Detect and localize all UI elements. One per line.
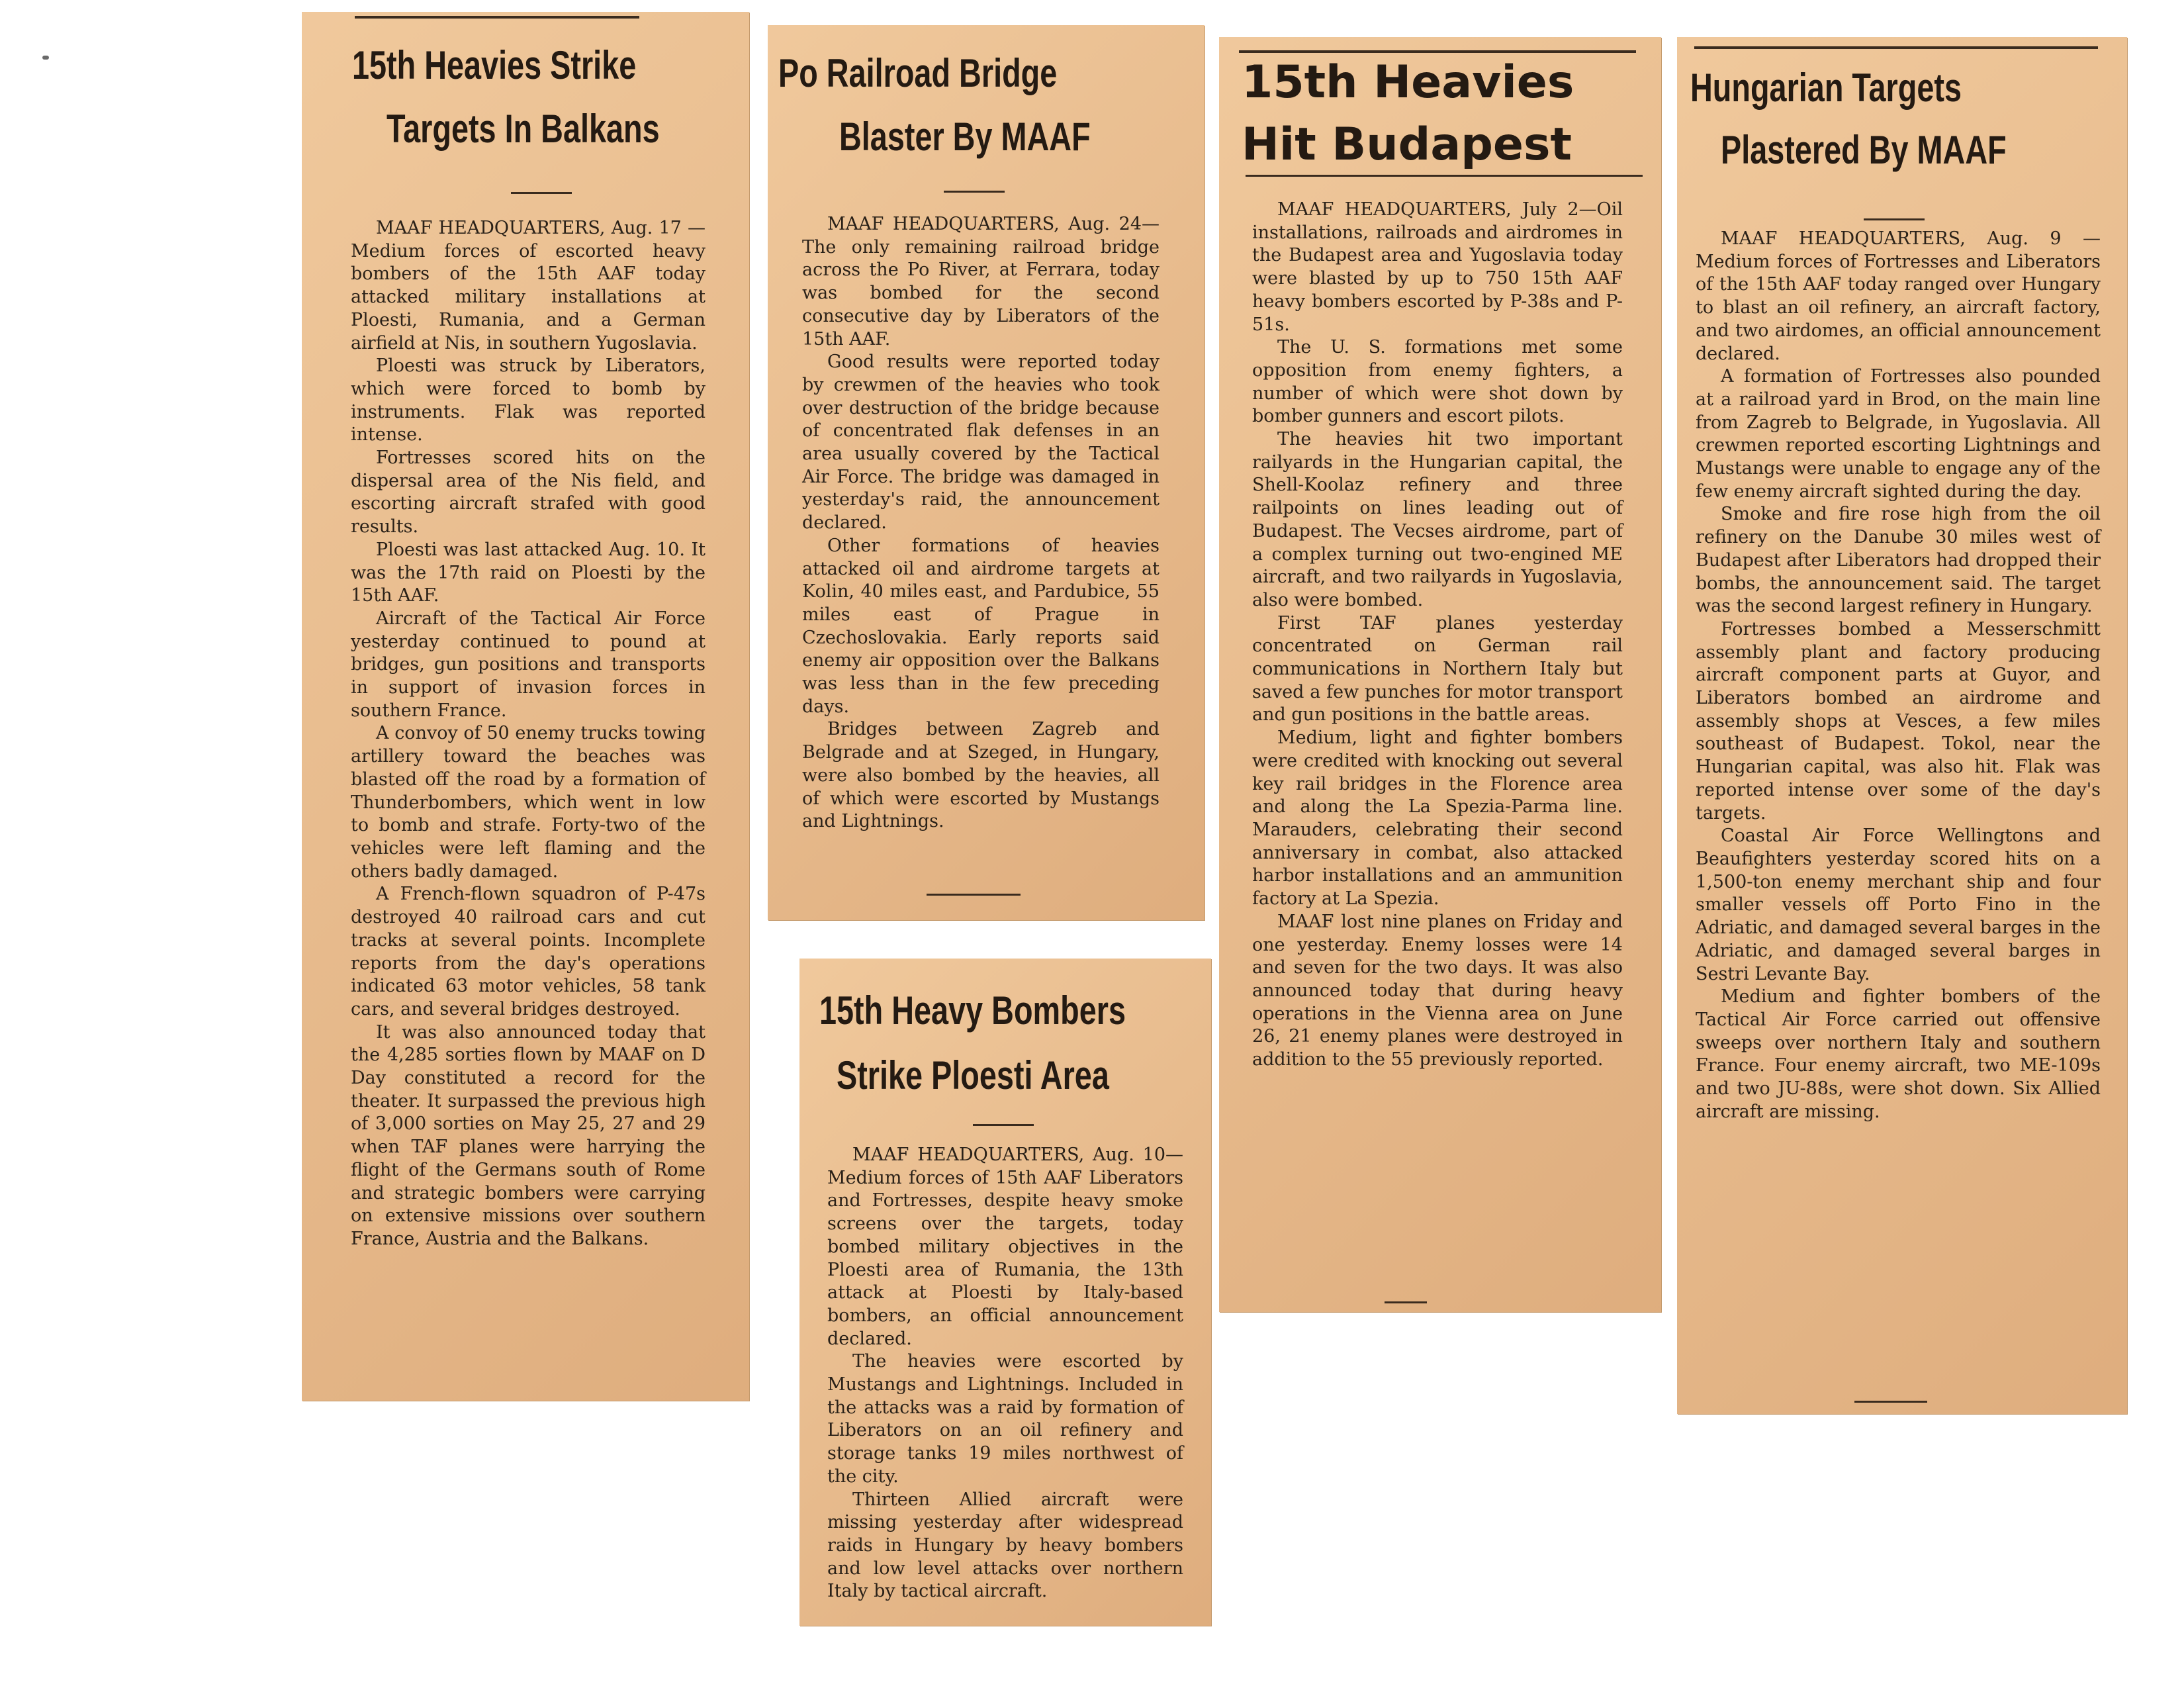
top-rule — [355, 16, 639, 19]
clipping-po-bridge — [768, 25, 1205, 920]
article-body — [827, 1144, 1183, 1603]
headline-line-1: 15th Heavies Strike — [352, 43, 637, 87]
paragraph: Smoke and fire rose high from the oil refinery on the Danube 30 miles west of Budapest after Liberators had dropped their bombs, the announcement said. The target was the second largest refinery in Hungary. — [1696, 504, 2101, 617]
headline-rule — [944, 191, 1005, 193]
paragraph: Coastal Air Force Wellingtons and Beaufighters yesterday scored hits on a 1,500-ton enemy merchant ship and four smaller vessels off Porto Fino in the Adriatic, and damaged several barges in the Adriatic, and damaged several barges in Sestri Levante Bay. — [1696, 825, 2101, 984]
paragraph: The U. S. formations met some opposition from enemy fighters, a number of which were shot down by bomber gunners and escort pilots. — [1252, 337, 1623, 427]
headline-line-2: Hit Budapest — [1242, 118, 1572, 171]
paragraph: MAAF HEADQUARTERS, Aug. 17 — Medium forces of escorted heavy bombers of the 15th AAF today attacked military installations at Ploesti, Rumania, and a German airfield at Nis, in southern Yugoslavia. — [351, 218, 705, 353]
paragraph: A French-flown squadron of P-47s destroyed 40 railroad cars and cut tracks at several points. Incomplete reports from the day's operations indicated 63 motor vehicles, 58 tank cars, and several bridges destroyed. — [351, 884, 705, 1019]
headline-line-2: Targets In Balkans — [387, 107, 660, 151]
paragraph: MAAF HEADQUARTERS, Aug. 9 —Medium forces of Fortresses and Liberators of the 15th AAF today ranged over Hungary to blast an oil refinery, an aircraft factory, and two airdomes, an official announcement declared. — [1696, 228, 2101, 364]
paragraph: Fortresses bombed a Messerschmitt assembly plant and factory producing aircraft component parts at Guyor, and Liberators bombed an airdrome and assembly shops at Vesces, a few miles southeast of Budapest. Tokol, near the Hungarian capital, was also hit. Flak was reported intense over some of the day's targets. — [1696, 618, 2101, 823]
clipping-budapest — [1219, 37, 1661, 1312]
paragraph: Medium and fighter bombers of the Tactical Air Force carried out offensive sweeps over northern Italy and southern France. Four enemy aircraft, two ME-109s and two JU-88s, were shot down. Six Allied aircraft are missing. — [1696, 986, 2101, 1122]
paragraph: It was also announced today that the 4,285 sorties flown by MAAF on D Day constituted a record for the theater. It surpassed the previous high of 3,000 sorties on May 25, 27 and 29 when TAF planes were harrying the flight of the Germans south of Rome and strategic bombers were carrying on extensive missions over southern France, Austria and the Balkans. — [351, 1021, 705, 1249]
paragraph: Thirteen Allied aircraft were missing yesterday after widespread raids in Hungary by heavy bombers and low level attacks over northern Italy by tactical aircraft. — [827, 1489, 1183, 1602]
paragraph: Medium, light and fighter bombers were credited with knocking out several key rail bridges in the Florence area and along the La Spezia-Parma line. Marauders, celebrating their second anniversary in combat, also attacked harbor installations and an ammunition factory at La Spezia. — [1252, 727, 1623, 910]
paragraph: Good results were reported today by crewmen of the heavies who took over destruction of the bridge because of concentrated flak defenses in an area usually covered by the Tactical Air Force. The bridge was damaged in yesterday's raid, the announcement declared. — [802, 352, 1160, 534]
headline-line-1: 15th Heavy Bombers — [819, 988, 1126, 1033]
paragraph: MAAF HEADQUARTERS, Aug. 10—Medium forces of 15th AAF Liberators and Fortresses, despite heavy smoke screens over the targets, today bombed military objectives in the Ploesti area of Rumania, the 13th attack at Ploesti by Italy-based bombers, an official announcement declared. — [827, 1145, 1183, 1349]
scan-speck — [42, 56, 49, 60]
paragraph: The heavies were escorted by Mustangs and Lightnings. Included in the attacks was a raid by formation of Liberators on an oil refinery and storage tanks 19 miles northwest of the city. — [827, 1351, 1183, 1487]
headline-line-2: Plastered By MAAF — [1721, 128, 2007, 172]
end-rule — [927, 894, 1021, 896]
paragraph: Ploesti was last attacked Aug. 10. It was the 17th raid on Ploesti by the 15th AAF. — [351, 539, 705, 606]
paragraph: Aircraft of the Tactical Air Force yesterday continued to pound at bridges, gun positions and transports in support of invasion forces in southern France. — [351, 608, 705, 721]
paragraph: MAAF HEADQUARTERS, July 2—Oil installations, railroads and airdromes in the Budapest area and Yugoslavia today were blasted by up to 750 15th AAF heavy bombers escorted by P-38s and P-51s. — [1252, 199, 1623, 335]
article-body — [1696, 228, 2101, 1123]
headline-line-1: 15th Heavies — [1242, 56, 1574, 109]
paragraph: The heavies hit two important railyards in the Hungarian capital, the Shell-Koolaz refinery and three railpoints on lines leading out of Budapest. The Vecses airdrome, part of a complex turning out two-engined ME aircraft, and two railyards in Yugoslavia, also were bombed. — [1252, 429, 1623, 610]
end-rule — [1854, 1401, 1927, 1403]
paragraph: A formation of Fortresses also pounded at a railroad yard in Brod, on the main line from Zagreb to Belgrade, in Yugoslavia. All crewmen reported escorting Lightnings and Mustangs were unable to engage any of the few enemy aircraft sighted during the day. — [1696, 366, 2101, 502]
paragraph: MAAF lost nine planes on Friday and one yesterday. Enemy losses were 14 and seven for the two days. It was also announced today that during heavy operations in the Vienna area on June 26, 21 enemy planes were destroyed in addition to the 55 previously reported. — [1252, 911, 1623, 1070]
article-body — [1252, 199, 1623, 1072]
paragraph: MAAF HEADQUARTERS, Aug. 24—The only remaining railroad bridge across the Po River, at Ferrara, today was bombed for the second consecutive day by Liberators of the 15th AAF. — [802, 214, 1160, 350]
clipping-balkans — [302, 12, 749, 1401]
headline-rule — [511, 192, 572, 194]
headline-line-1: Hungarian Targets — [1690, 66, 1962, 110]
headline-rule — [1864, 218, 1925, 220]
headline-rule — [973, 1124, 1034, 1126]
headline-rule — [1246, 175, 1643, 177]
clipping-ploesti — [799, 959, 1211, 1626]
headline-line-2: Blaster By MAAF — [839, 115, 1091, 159]
paragraph: Bridges between Zagreb and Belgrade and at Szeged, in Hungary, were also bombed by the heavies, all of which were escorted by Mustangs and Lightnings. — [802, 719, 1160, 832]
headline-line-1: Po Railroad Bridge — [778, 51, 1058, 95]
paragraph: Fortresses scored hits on the dispersal area of the Nis field, and escorting aircraft strafed with good results. — [351, 447, 705, 538]
headline-line-2: Strike Ploesti Area — [837, 1053, 1109, 1098]
paragraph: Other formations of heavies attacked oil and airdrome targets at Kolin, 40 miles east, and Pardubice, 55 miles east of Prague in Czechoslovakia. Early reports said enemy air opposition over the Balkans was less than in the few preceding days. — [802, 535, 1160, 717]
article-body — [802, 213, 1160, 833]
paragraph: First TAF planes yesterday concentrated on German rail communications in Northern Italy but saved a few punches for motor transport and gun positions in the battle areas. — [1252, 612, 1623, 726]
paragraph: A convoy of 50 enemy trucks towing artillery toward the beaches was blasted off the road by a formation of Thunderbombers, which went in low to bomb and strafe. Forty-two of the vehicles were left flaming and the others badly damaged. — [351, 723, 705, 882]
top-rule — [1694, 46, 2098, 49]
clipping-hungarian — [1677, 37, 2127, 1414]
article-body — [351, 217, 705, 1251]
paragraph: Ploesti was struck by Liberators, which were forced to bomb by instruments. Flak was reported intense. — [351, 355, 705, 445]
end-rule — [1385, 1301, 1427, 1303]
